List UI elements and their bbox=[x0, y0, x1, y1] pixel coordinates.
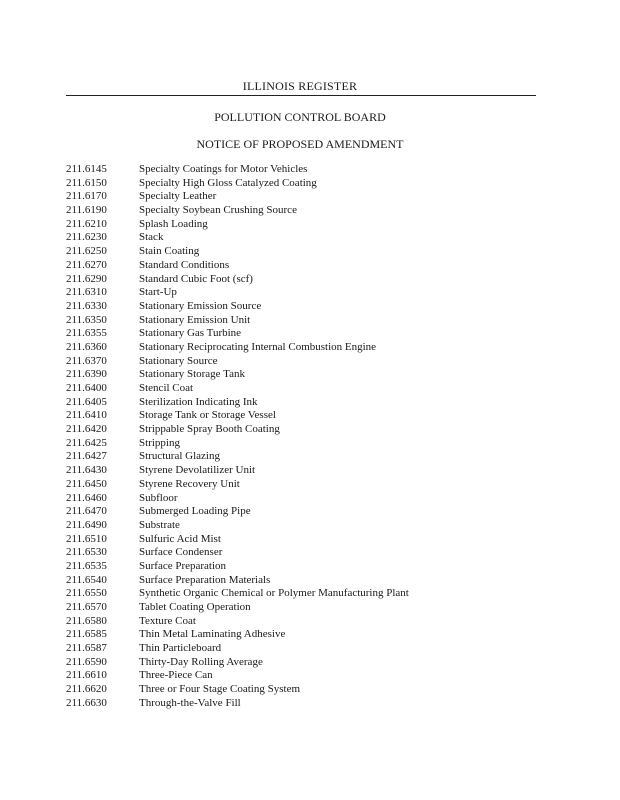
defined-term: Sulfuric Acid Mist bbox=[139, 532, 221, 545]
section-number: 211.6355 bbox=[66, 327, 107, 340]
section-number: 211.6310 bbox=[66, 286, 107, 299]
defined-term: Splash Loading bbox=[139, 217, 208, 230]
list-item bbox=[66, 546, 546, 560]
list-item bbox=[66, 368, 546, 382]
list-item bbox=[66, 628, 546, 642]
defined-term: Structural Glazing bbox=[139, 450, 220, 463]
defined-term: Thin Particleboard bbox=[139, 642, 222, 655]
section-number: 211.6630 bbox=[66, 696, 107, 709]
defined-term: Standard Cubic Foot (scf) bbox=[139, 272, 253, 285]
list-item bbox=[66, 314, 546, 328]
defined-term: Synthetic Organic Chemical or Polymer Manufacturing Plant bbox=[139, 587, 409, 600]
section-number: 211.6190 bbox=[66, 204, 107, 217]
list-item bbox=[66, 177, 546, 191]
section-number: 211.6405 bbox=[66, 395, 107, 408]
list-item bbox=[66, 396, 546, 410]
section-number: 211.6530 bbox=[66, 546, 107, 559]
header-divider bbox=[66, 95, 536, 96]
list-item bbox=[66, 423, 546, 437]
section-number: 211.6470 bbox=[66, 505, 107, 518]
defined-term: Stripping bbox=[139, 436, 180, 449]
defined-term: Specialty Coatings for Motor Vehicles bbox=[139, 163, 308, 175]
list-item bbox=[66, 259, 546, 273]
defined-term: Tablet Coating Operation bbox=[139, 601, 251, 613]
section-number: 211.6427 bbox=[66, 450, 107, 463]
section-number: 211.6370 bbox=[66, 354, 107, 367]
list-item bbox=[66, 218, 546, 232]
section-number: 211.6145 bbox=[66, 163, 107, 175]
list-item bbox=[66, 560, 546, 574]
defined-term: Surface Condenser bbox=[139, 546, 223, 559]
defined-term: Standard Conditions bbox=[139, 258, 230, 271]
defined-term: Surface Preparation bbox=[139, 559, 227, 572]
section-number: 211.6580 bbox=[66, 614, 107, 627]
board-title: POLLUTION CONTROL BOARD bbox=[214, 110, 386, 124]
list-item bbox=[66, 615, 546, 629]
list-item bbox=[66, 656, 546, 670]
section-number: 211.6490 bbox=[66, 518, 107, 531]
notice-title: NOTICE OF PROPOSED AMENDMENT bbox=[196, 137, 404, 151]
defined-term: Stationary Reciprocating Internal Combustion Engine bbox=[139, 340, 377, 353]
section-number: 211.6590 bbox=[66, 655, 107, 668]
list-item bbox=[66, 382, 546, 396]
section-number: 211.6585 bbox=[66, 628, 107, 641]
section-number: 211.6540 bbox=[66, 573, 107, 586]
defined-term: Strippable Spray Booth Coating bbox=[139, 423, 280, 436]
list-item bbox=[66, 450, 546, 464]
section-number: 211.6535 bbox=[66, 559, 107, 572]
list-item bbox=[66, 300, 546, 314]
register-title: ILLINOIS REGISTER bbox=[242, 79, 358, 93]
section-number: 211.6510 bbox=[66, 532, 107, 545]
list-item bbox=[66, 697, 546, 711]
list-item bbox=[66, 574, 546, 588]
list-item bbox=[66, 204, 546, 218]
section-number: 211.6410 bbox=[66, 409, 107, 422]
defined-term: Thin Metal Laminating Adhesive bbox=[139, 628, 286, 641]
list-item bbox=[66, 492, 546, 506]
defined-term: Storage Tank or Storage Vessel bbox=[139, 409, 276, 422]
definitions-list bbox=[66, 163, 546, 711]
defined-term: Specialty High Gloss Catalyzed Coating bbox=[139, 176, 317, 189]
list-item bbox=[66, 533, 546, 547]
list-item bbox=[66, 683, 546, 697]
section-number: 211.6250 bbox=[66, 245, 107, 258]
defined-term: Sterilization Indicating Ink bbox=[139, 395, 258, 408]
section-number: 211.6430 bbox=[66, 464, 107, 477]
list-item bbox=[66, 464, 546, 478]
defined-term: Through-the-Valve Fill bbox=[139, 696, 241, 709]
defined-term: Substrate bbox=[139, 518, 180, 531]
defined-term: Stationary Emission Unit bbox=[139, 313, 251, 326]
section-number: 211.6400 bbox=[66, 382, 107, 394]
defined-term: Submerged Loading Pipe bbox=[139, 505, 251, 518]
section-number: 211.6450 bbox=[66, 477, 107, 490]
defined-term: Start-Up bbox=[139, 286, 177, 299]
defined-term: Specialty Soybean Crushing Source bbox=[139, 204, 297, 217]
section-number: 211.6350 bbox=[66, 313, 107, 326]
section-number: 211.6460 bbox=[66, 491, 107, 504]
list-item bbox=[66, 669, 546, 683]
list-item bbox=[66, 286, 546, 300]
defined-term: Stationary Gas Turbine bbox=[139, 327, 242, 340]
section-number: 211.6610 bbox=[66, 669, 107, 682]
section-number: 211.6550 bbox=[66, 587, 107, 600]
defined-term: Stationary Storage Tank bbox=[139, 368, 245, 381]
list-item bbox=[66, 409, 546, 423]
section-number: 211.6587 bbox=[66, 642, 107, 655]
list-item bbox=[66, 355, 546, 369]
defined-term: Styrene Recovery Unit bbox=[139, 477, 240, 490]
list-item bbox=[66, 163, 546, 177]
section-number: 211.6390 bbox=[66, 368, 107, 381]
defined-term: Thirty-Day Rolling Average bbox=[139, 655, 263, 668]
section-number: 211.6425 bbox=[66, 436, 107, 449]
defined-term: Stain Coating bbox=[139, 245, 200, 258]
list-item bbox=[66, 327, 546, 341]
section-number: 211.6210 bbox=[66, 217, 107, 230]
list-item bbox=[66, 601, 546, 615]
defined-term: Specialty Leather bbox=[139, 190, 217, 203]
list-item bbox=[66, 587, 546, 601]
section-number: 211.6570 bbox=[66, 601, 107, 613]
list-item bbox=[66, 231, 546, 245]
defined-term: Stack bbox=[139, 231, 164, 244]
list-item bbox=[66, 478, 546, 492]
section-number: 211.6230 bbox=[66, 231, 107, 244]
list-item bbox=[66, 505, 546, 519]
list-item bbox=[66, 642, 546, 656]
list-item bbox=[66, 437, 546, 451]
list-item bbox=[66, 519, 546, 533]
defined-term: Stencil Coat bbox=[139, 382, 194, 394]
defined-term: Styrene Devolatilizer Unit bbox=[139, 464, 256, 477]
section-number: 211.6360 bbox=[66, 340, 107, 353]
section-number: 211.6330 bbox=[66, 299, 107, 312]
list-item bbox=[66, 273, 546, 287]
section-number: 211.6620 bbox=[66, 683, 107, 696]
list-item bbox=[66, 341, 546, 355]
defined-term: Stationary Emission Source bbox=[139, 299, 262, 312]
defined-term: Three-Piece Can bbox=[139, 669, 213, 682]
defined-term: Texture Coat bbox=[139, 614, 196, 627]
section-number: 211.6290 bbox=[66, 272, 107, 285]
defined-term: Surface Preparation Materials bbox=[139, 573, 271, 586]
defined-term: Three or Four Stage Coating System bbox=[139, 683, 301, 696]
defined-term: Subfloor bbox=[139, 491, 178, 504]
list-item bbox=[66, 245, 546, 259]
section-number: 211.6170 bbox=[66, 190, 107, 203]
defined-term: Stationary Source bbox=[139, 354, 218, 367]
list-item bbox=[66, 190, 546, 204]
section-number: 211.6420 bbox=[66, 423, 107, 436]
section-number: 211.6150 bbox=[66, 176, 107, 189]
section-number: 211.6270 bbox=[66, 258, 107, 271]
